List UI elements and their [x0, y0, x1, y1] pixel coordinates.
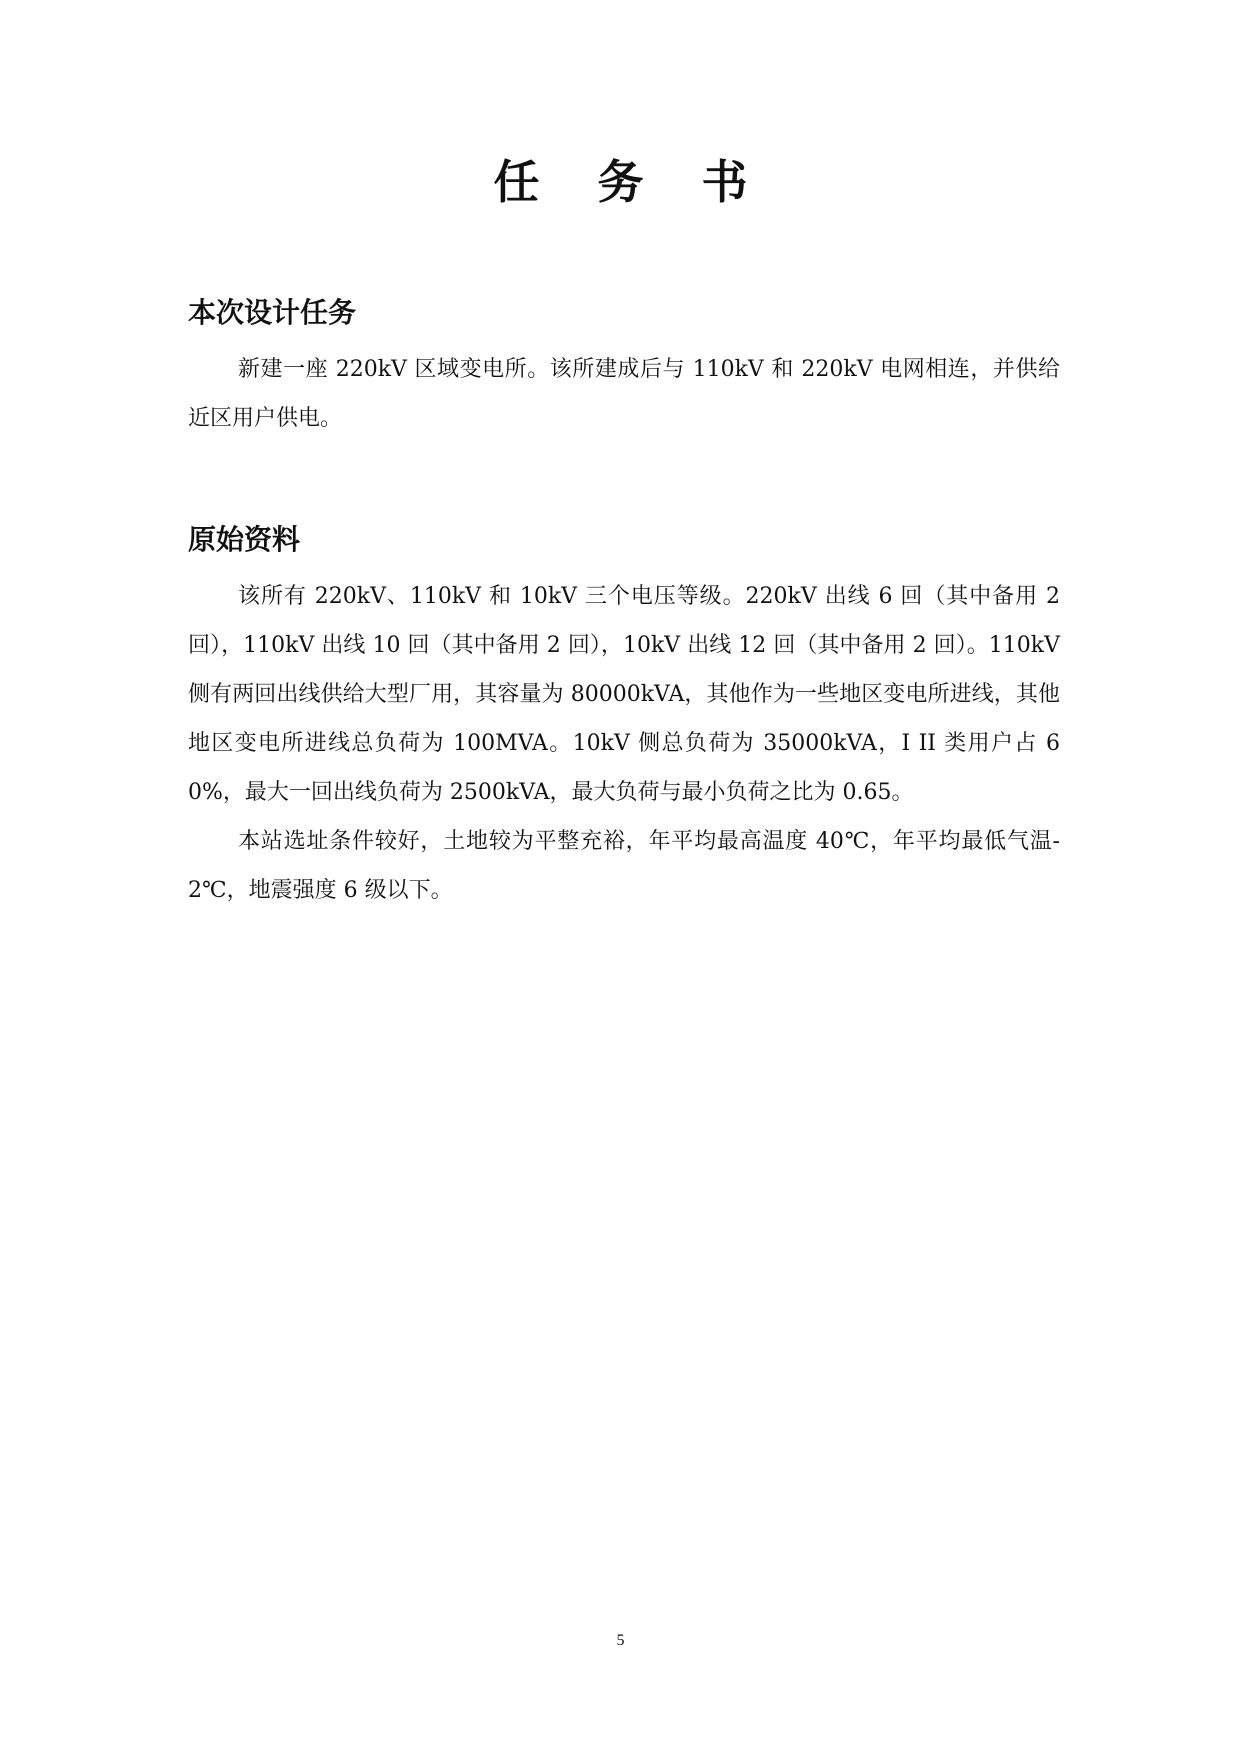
section-design-task: [188, 293, 1060, 443]
paragraph-site-conditions: 本站选址条件较好，土地较为平整充裕，年平均最高温度 40℃，年平均最低气温-2℃，地震强度 6 级以下。: [188, 829, 1060, 903]
section-heading-design-task: 本次设计任务: [188, 296, 357, 329]
paragraph-voltage-levels: 该所有 220kV、110kV 和 10kV 三个电压等级。220kV 出线 6 回（其中备用 2 回），110kV 出线 10 回（其中备用 2 回），10kV 出线 12 回（其中备用 2 回）。110kV 侧有两回出线供给大型厂用，其容量为 80000kVA，其他作为一些地区变电所进线，其他地区变电所进线总负荷为 100MVA。10kV 侧总负荷为 35000kVA，I II 类用户占 60%，最大一回出线负荷为 2500kVA，最大负荷与最小负荷之比为 0.65。: [188, 584, 1060, 805]
section-original-data: [188, 520, 1060, 915]
paragraph-design-task: 新建一座 220kV 区域变电所。该所建成后与 110kV 和 220kV 电网相连，并供给近区用户供电。: [188, 357, 1060, 431]
page-number: 5: [616, 1632, 625, 1649]
document-title: 任务书: [493, 155, 806, 209]
section-heading-original-data: 原始资料: [188, 523, 301, 556]
